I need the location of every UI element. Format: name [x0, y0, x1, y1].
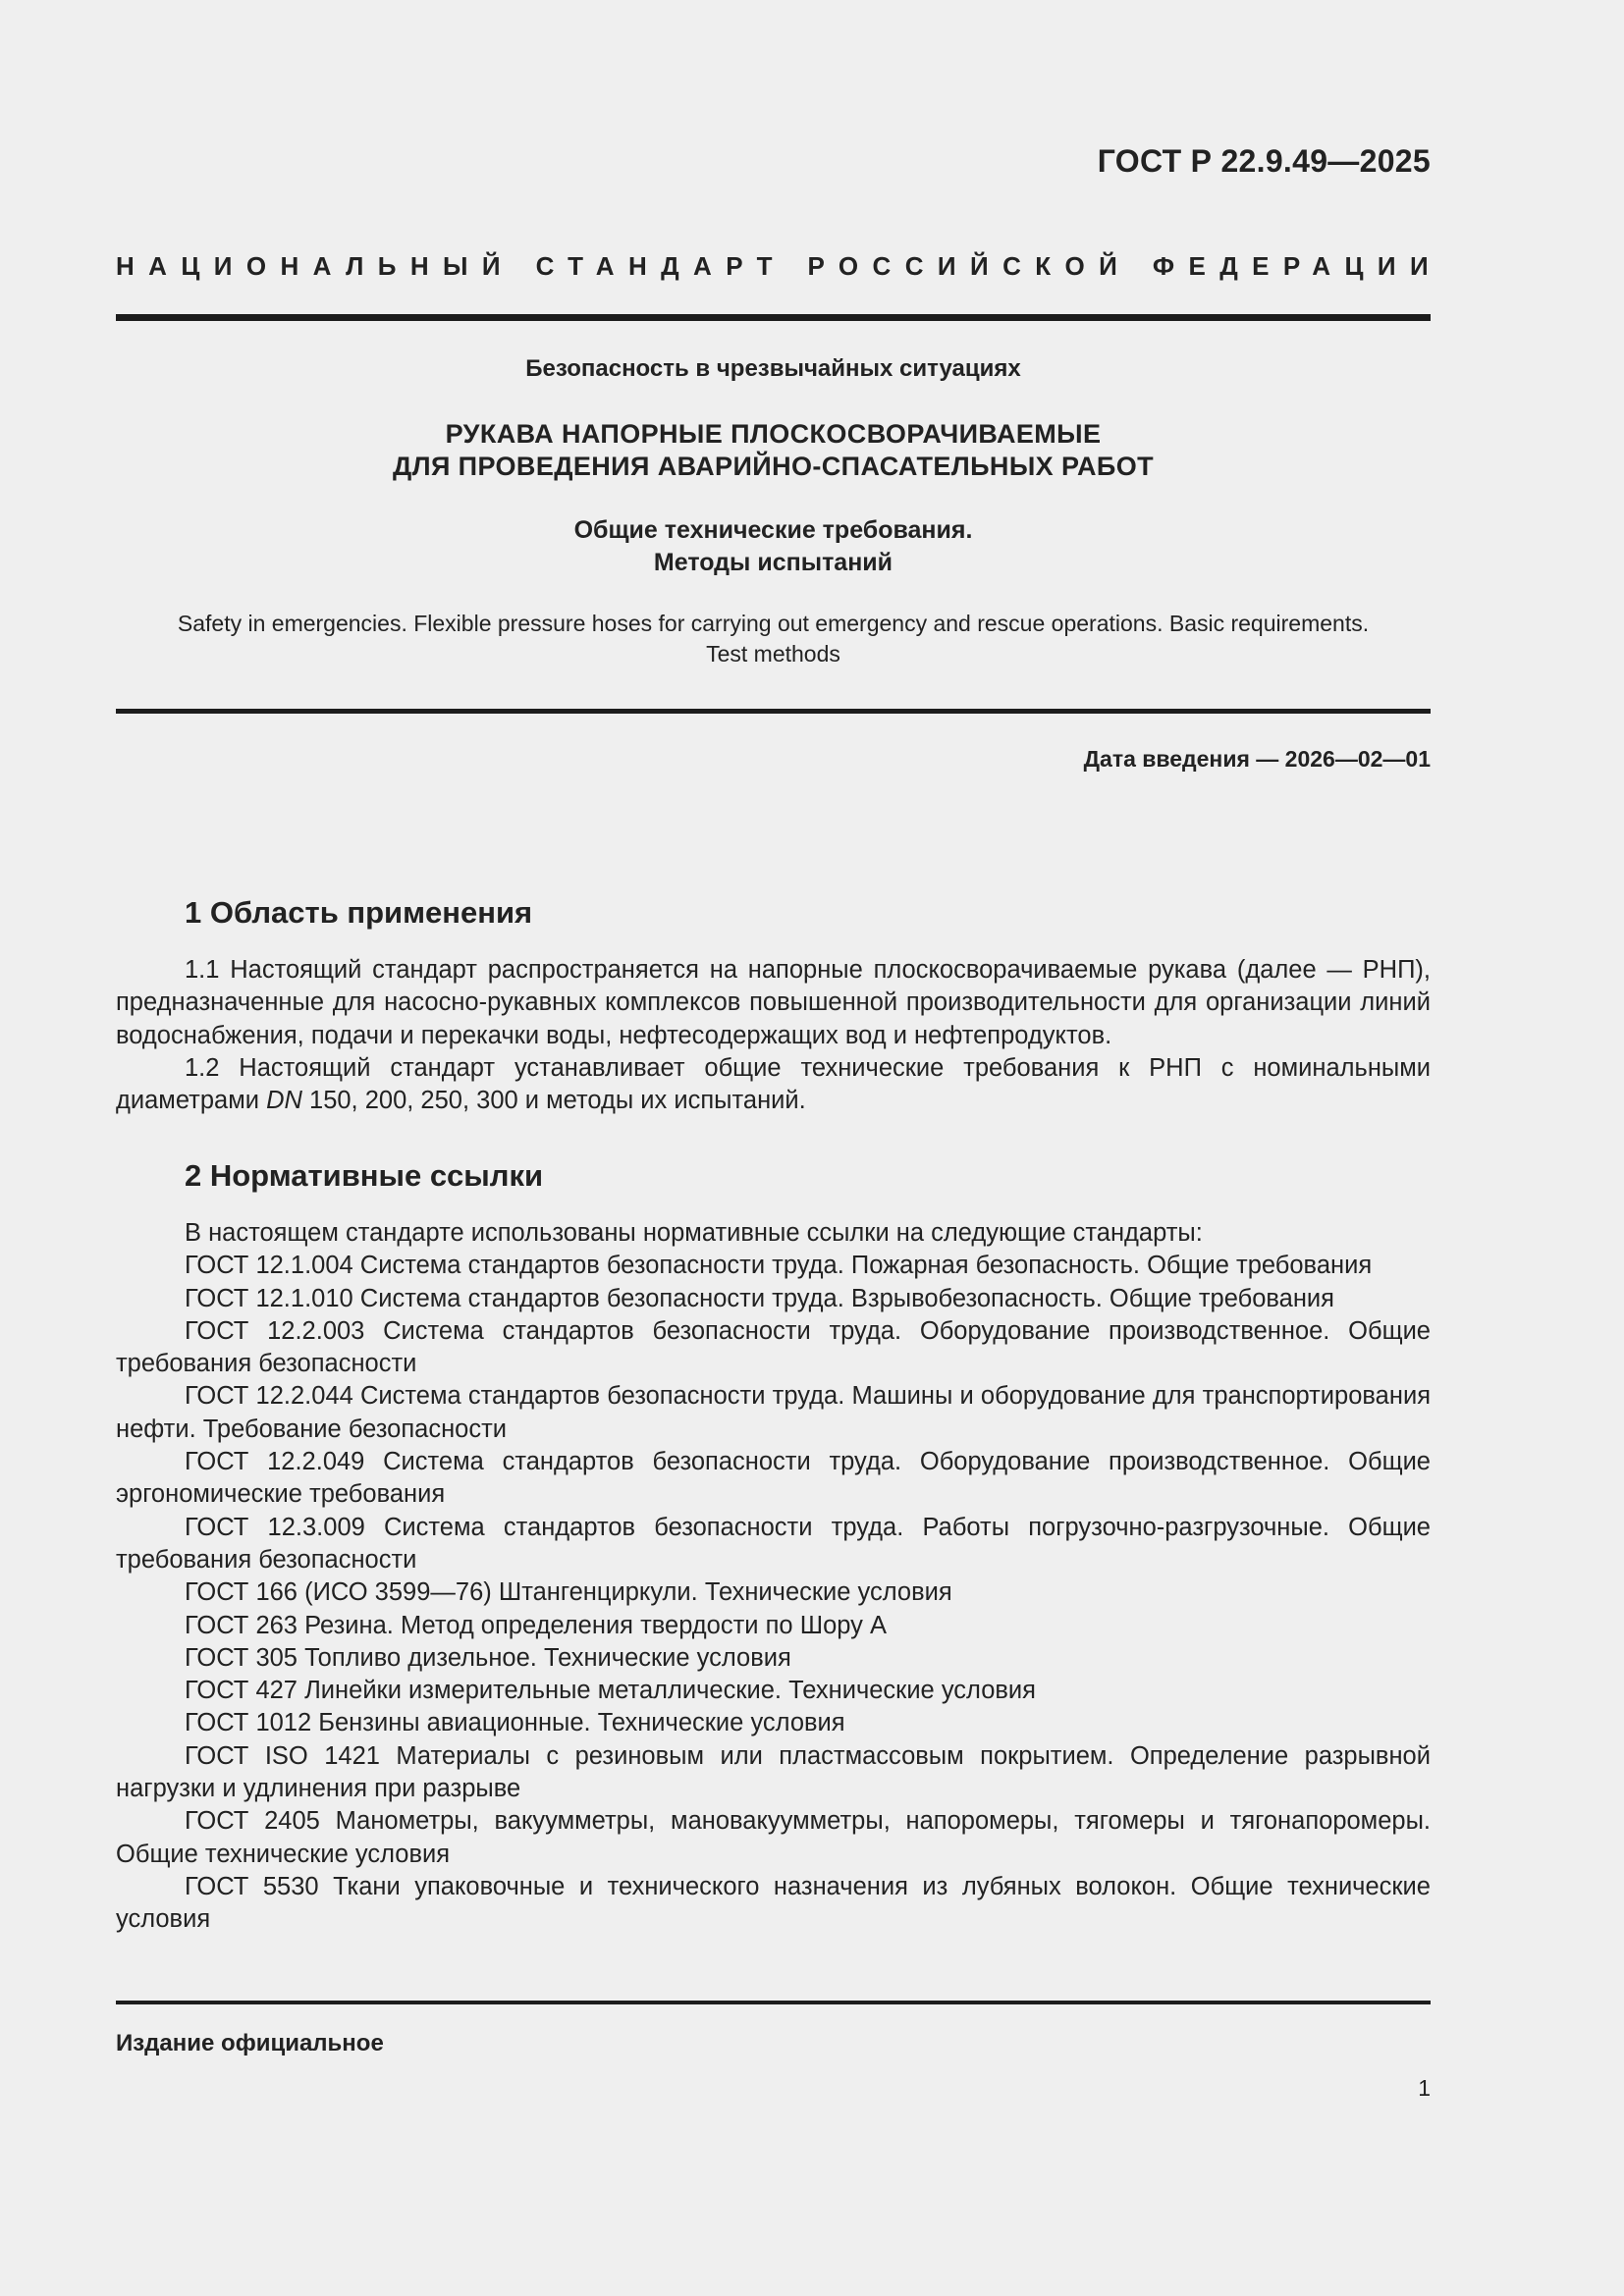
reference-item: ГОСТ 305 Топливо дизельное. Технические условия [185, 1643, 791, 1672]
reference-item: ГОСТ ISO 1421 Материалы с резиновым или пластмассовым покрытием. Определение разрывной нагрузки и удлинения при разрыве [116, 1741, 1431, 1803]
reference-item: ГОСТ 12.1.010 Система стандартов безопасности труда. Взрывобезопасность. Общие требования [185, 1284, 1334, 1312]
document-code: ГОСТ Р 22.9.49—2025 [1097, 143, 1431, 179]
standard-subtitle [116, 514, 1431, 579]
reference-item: ГОСТ 166 (ИСО 3599—76) Штангенциркули. Технические условия [185, 1578, 952, 1607]
reference-item: ГОСТ 12.3.009 Система стандартов безопасности труда. Работы погрузочно-разгрузочные. Общие требования безопасности [116, 1513, 1431, 1574]
title-rule [116, 709, 1431, 714]
paragraph-1-2-start: 1.2 Настоящий стандарт устанавливает общие технические требования к РНП с номинальными диаметрами [116, 1053, 1431, 1115]
page-number: 1 [1418, 2075, 1431, 2101]
header-rule [116, 314, 1431, 321]
english-title-line-2: Test methods [706, 641, 840, 667]
english-title [116, 609, 1431, 669]
english-title-line-1: Safety in emergencies. Flexible pressure hoses for carrying out emergency and rescue operations. Basic requirements. [177, 611, 1370, 636]
reference-item: ГОСТ 12.2.003 Система стандартов безопасности труда. Оборудование производственное. Общие требования безопасности [116, 1316, 1431, 1378]
subtitle-line-1: Общие технические требования. [573, 516, 973, 544]
reference-item: ГОСТ 12.2.044 Система стандартов безопасности труда. Машины и оборудование для транспортирования нефти. Требование безопасности [116, 1382, 1431, 1443]
reference-item: ГОСТ 12.1.004 Система стандартов безопасности труда. Пожарная безопасность. Общие требования [185, 1252, 1373, 1280]
official-edition-label: Издание официальное [116, 2030, 384, 2056]
paragraph-1-2-end: 150, 200, 250, 300 и методы их испытаний. [301, 1087, 806, 1115]
paragraph-1-2-dn: DN [266, 1087, 302, 1115]
section-1-heading: 1 Область применения [185, 895, 533, 930]
title-line-1: РУКАВА НАПОРНЫЕ ПЛОСКОСВОРАЧИВАЕМЫЕ [445, 419, 1102, 449]
national-standard-banner: НАЦИОНАЛЬНЫЙ СТАНДАРТ РОССИЙСКОЙ ФЕДЕРАЦИИ [116, 251, 1443, 281]
paragraph-1-2 [116, 1052, 1431, 1118]
section-1-body [116, 954, 1431, 1117]
subtitle-line-2: Методы испытаний [653, 549, 893, 576]
section-2-heading: 2 Нормативные ссылки [185, 1158, 544, 1193]
reference-item: ГОСТ 263 Резина. Метод определения твердости по Шору А [185, 1611, 887, 1639]
section-2-body [116, 1217, 1431, 1937]
effective-date: Дата введения — 2026—02—01 [1083, 746, 1431, 772]
references-intro: В настоящем стандарте использованы нормативные ссылки на следующие стандарты: [185, 1219, 1203, 1247]
reference-item: ГОСТ 2405 Манометры, вакуумметры, мановакуумметры, напоромеры, тягомеры и тягонапоромеры. Общие технические условия [116, 1807, 1431, 1868]
reference-item: ГОСТ 5530 Ткани упаковочные и технического назначения из лубяных волокон. Общие технические условия [116, 1872, 1431, 1934]
paragraph-1-1: 1.1 Настоящий стандарт распространяется на напорные плоскосворачиваемые рукава (далее — РНП), предназначенные для насосно-рукавных комплексов повышенной производительности для организации линий водоснабжения, подачи и перекачки воды, нефтесодержащих вод и нефтепродуктов. [116, 956, 1431, 1049]
standard-subject: Безопасность в чрезвычайных ситуациях [525, 355, 1021, 382]
standard-title [116, 418, 1431, 483]
reference-item: ГОСТ 1012 Бензины авиационные. Технические условия [185, 1709, 845, 1737]
reference-item: ГОСТ 12.2.049 Система стандартов безопасности труда. Оборудование производственное. Общие эргономические требования [116, 1448, 1431, 1509]
title-line-2: ДЛЯ ПРОВЕДЕНИЯ АВАРИЙНО-СПАСАТЕЛЬНЫХ РАБОТ [392, 452, 1154, 481]
footer-rule [116, 2001, 1431, 2004]
reference-item: ГОСТ 427 Линейки измерительные металлические. Технические условия [185, 1677, 1036, 1705]
